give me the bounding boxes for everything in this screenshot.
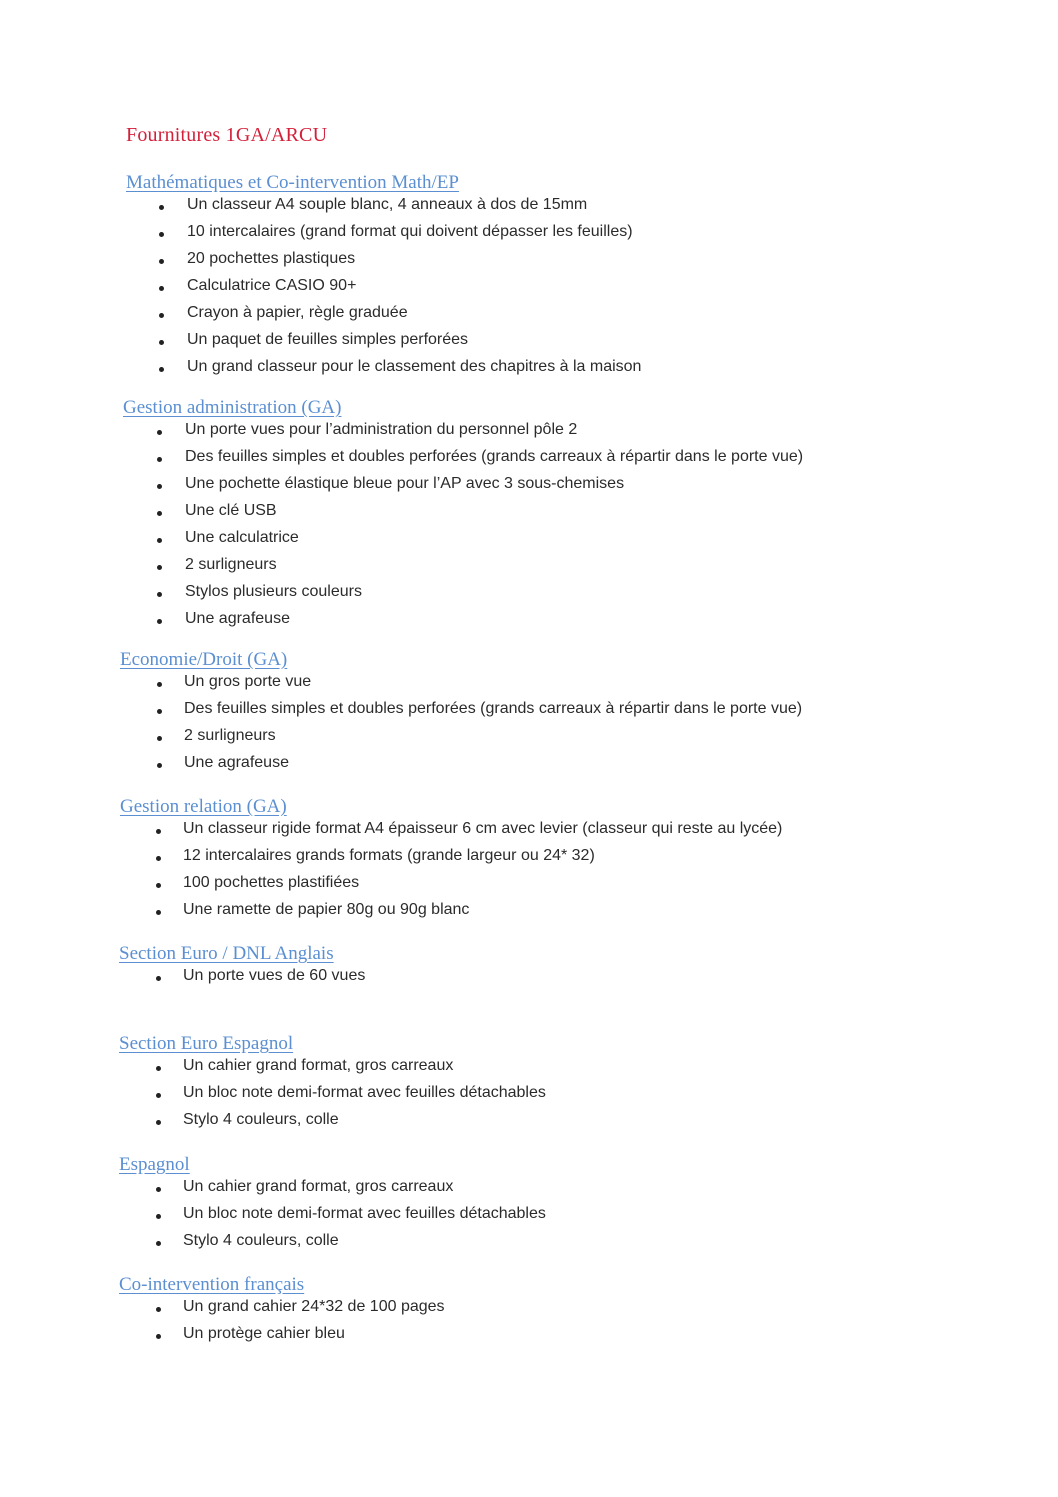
list-item-text: Une agrafeuse [185, 610, 290, 627]
list-item-text: 2 surligneurs [184, 727, 276, 744]
list-item-text: Un porte vues pour l’administration du personnel pôle 2 [185, 421, 578, 438]
bullet-icon [159, 340, 164, 345]
bullet-icon [156, 1120, 161, 1125]
list-item-text: Un bloc note demi-format avec feuilles détachables [183, 1205, 546, 1222]
page-title: Fournitures 1GA/ARCU [126, 124, 328, 146]
bullet-icon [157, 538, 162, 543]
bullet-icon [159, 313, 164, 318]
bullet-icon [156, 1334, 161, 1339]
section-heading: Section Euro Espagnol [119, 1033, 294, 1054]
list-item-text: Un cahier grand format, gros carreaux [183, 1057, 454, 1074]
list-item-text: Un porte vues de 60 vues [183, 967, 366, 984]
bullet-icon [157, 457, 162, 462]
list-item-text: 2 surligneurs [185, 556, 277, 573]
bullet-icon [159, 286, 164, 291]
list-item-text: Un grand classeur pour le classement des chapitres à la maison [187, 358, 642, 375]
bullet-icon [157, 763, 162, 768]
bullet-icon [157, 619, 162, 624]
bullet-icon [156, 1187, 161, 1192]
list-item-text: Un classeur rigide format A4 épaisseur 6 cm avec levier (classeur qui reste au lycée) [183, 820, 783, 837]
bullet-icon [157, 484, 162, 489]
bullet-icon [156, 1093, 161, 1098]
bullet-icon [159, 367, 164, 372]
list-item-text: Stylo 4 couleurs, colle [183, 1111, 339, 1128]
list-item-text: Un classeur A4 souple blanc, 4 anneaux à dos de 15mm [187, 196, 588, 213]
bullet-icon [157, 511, 162, 516]
list-item-text: 12 intercalaires grands formats (grande largeur ou 24* 32) [183, 847, 595, 864]
list-item-text: 10 intercalaires (grand format qui doivent dépasser les feuilles) [187, 223, 633, 240]
section-heading: Section Euro / DNL Anglais [119, 943, 334, 964]
list-item-text: Un grand cahier 24*32 de 100 pages [183, 1298, 445, 1315]
list-item-text: Stylo 4 couleurs, colle [183, 1232, 339, 1249]
section-heading: Espagnol [119, 1154, 190, 1175]
bullet-icon [156, 976, 161, 981]
list-item-text: Crayon à papier, règle graduée [187, 304, 408, 321]
list-item-text: Stylos plusieurs couleurs [185, 583, 362, 600]
section-heading: Gestion administration (GA) [123, 397, 342, 418]
list-item-text: Une pochette élastique bleue pour l’AP avec 3 sous-chemises [185, 475, 625, 492]
list-item-text: Un protège cahier bleu [183, 1325, 345, 1342]
bullet-icon [156, 1066, 161, 1071]
list-item-text: Calculatrice CASIO 90+ [187, 277, 357, 294]
list-item-text: Une agrafeuse [184, 754, 289, 771]
list-item-text: Des feuilles simples et doubles perforées (grands carreaux à répartir dans le porte vue) [185, 448, 804, 465]
section-heading: Co-intervention français [119, 1274, 305, 1295]
bullet-icon [157, 709, 162, 714]
bullet-icon [156, 1307, 161, 1312]
bullet-icon [156, 883, 161, 888]
list-item-text: Des feuilles simples et doubles perforées (grands carreaux à répartir dans le porte vue) [184, 700, 803, 717]
bullet-icon [157, 682, 162, 687]
list-item-text: Une calculatrice [185, 529, 299, 546]
bullet-icon [159, 232, 164, 237]
bullet-icon [156, 1241, 161, 1246]
section-heading: Mathématiques et Co-intervention Math/EP [126, 172, 459, 193]
bullet-icon [157, 565, 162, 570]
list-item-text: Un paquet de feuilles simples perforées [187, 331, 469, 348]
list-item-text: Une ramette de papier 80g ou 90g blanc [183, 901, 470, 918]
section-heading: Gestion relation (GA) [120, 796, 287, 817]
bullet-icon [157, 430, 162, 435]
bullet-icon [156, 829, 161, 834]
list-item-text: 20 pochettes plastiques [187, 250, 356, 267]
bullet-icon [156, 1214, 161, 1219]
list-item-text: Un bloc note demi-format avec feuilles détachables [183, 1084, 546, 1101]
list-item-text: Une clé USB [185, 502, 277, 519]
bullet-icon [159, 205, 164, 210]
bullet-icon [156, 910, 161, 915]
list-item-text: 100 pochettes plastifiées [183, 874, 360, 891]
list-item-text: Un cahier grand format, gros carreaux [183, 1178, 454, 1195]
list-item-text: Un gros porte vue [184, 673, 312, 690]
bullet-icon [157, 592, 162, 597]
bullet-icon [157, 736, 162, 741]
section-heading: Economie/Droit (GA) [120, 649, 288, 670]
bullet-icon [156, 856, 161, 861]
bullet-icon [159, 259, 164, 264]
